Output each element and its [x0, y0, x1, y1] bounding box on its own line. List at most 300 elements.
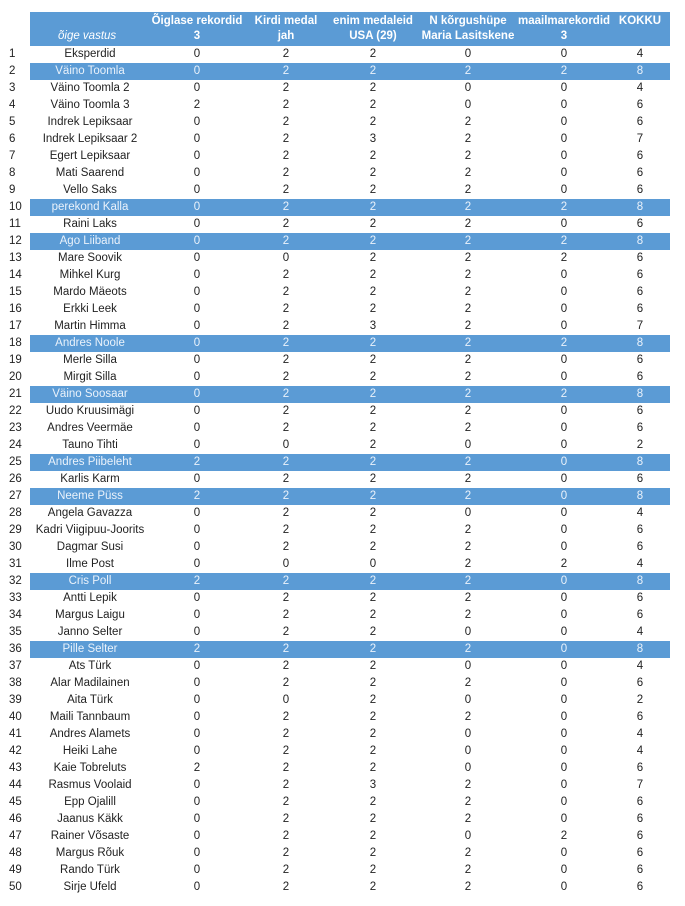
score-cell: 2 [369, 235, 377, 247]
score-cell: 2 [282, 405, 290, 417]
score-cell: 0 [193, 728, 201, 740]
score-cell: 0 [193, 116, 201, 128]
row-number: 37 [9, 660, 22, 672]
table-row [0, 182, 685, 199]
table-row [0, 420, 685, 437]
score-cell: 0 [560, 48, 568, 60]
header-answer: 3 [560, 30, 568, 42]
row-number: 8 [9, 167, 16, 179]
score-cell: 2 [282, 524, 290, 536]
total-cell: 6 [636, 813, 644, 825]
header-title: Õiglase rekordid [151, 15, 243, 27]
header-title: KOKKU [618, 15, 662, 27]
score-cell: 2 [282, 116, 290, 128]
score-cell: 2 [282, 337, 290, 349]
score-cell: 0 [193, 201, 201, 213]
score-cell: 0 [464, 830, 472, 842]
row-number: 28 [9, 507, 22, 519]
score-cell: 0 [193, 779, 201, 791]
participant-name: Erkki Leek [63, 303, 117, 315]
score-cell: 2 [282, 184, 290, 196]
score-cell: 2 [369, 609, 377, 621]
score-cell: 0 [560, 286, 568, 298]
total-cell: 7 [636, 133, 644, 145]
total-cell: 7 [636, 779, 644, 791]
score-cell: 2 [282, 99, 290, 111]
table-row [0, 403, 685, 420]
score-cell: 0 [560, 575, 568, 587]
score-cell: 2 [369, 82, 377, 94]
row-number: 34 [9, 609, 22, 621]
row-number: 14 [9, 269, 22, 281]
score-cell: 2 [464, 167, 472, 179]
participant-name: Andres Alamets [49, 728, 131, 740]
score-cell: 0 [369, 558, 377, 570]
participant-name: Mihkel Kurg [59, 269, 121, 281]
score-cell: 0 [560, 745, 568, 757]
total-cell: 8 [636, 235, 644, 247]
total-cell: 6 [636, 150, 644, 162]
score-cell: 2 [369, 65, 377, 77]
score-cell: 2 [464, 558, 472, 570]
score-cell: 2 [464, 388, 472, 400]
score-cell: 2 [369, 728, 377, 740]
score-cell: 2 [464, 575, 472, 587]
score-cell: 2 [464, 405, 472, 417]
table-row [0, 301, 685, 318]
header-answer: USA (29) [349, 30, 397, 42]
score-cell: 2 [369, 524, 377, 536]
score-cell: 2 [282, 592, 290, 604]
participant-name: perekond Kalla [51, 201, 129, 213]
score-cell: 2 [369, 456, 377, 468]
table-row [0, 692, 685, 709]
score-cell: 0 [193, 711, 201, 723]
score-cell: 2 [282, 422, 290, 434]
score-cell: 2 [464, 303, 472, 315]
score-cell: 0 [560, 643, 568, 655]
participant-name: Mardo Mäeots [53, 286, 127, 298]
table-row [0, 352, 685, 369]
score-cell: 0 [193, 422, 201, 434]
score-cell: 2 [282, 150, 290, 162]
participant-name: Angela Gavazza [47, 507, 133, 519]
score-cell: 2 [282, 762, 290, 774]
score-cell: 2 [282, 456, 290, 468]
score-cell: 2 [560, 252, 568, 264]
row-number: 4 [9, 99, 16, 111]
score-cell: 2 [282, 269, 290, 281]
total-cell: 4 [636, 507, 644, 519]
score-cell: 2 [369, 473, 377, 485]
score-cell: 2 [464, 371, 472, 383]
score-cell: 0 [560, 711, 568, 723]
row-number: 48 [9, 847, 22, 859]
score-cell: 2 [282, 541, 290, 553]
row-number: 10 [9, 201, 22, 213]
score-cell: 2 [282, 218, 290, 230]
table-row [0, 777, 685, 794]
total-cell: 6 [636, 371, 644, 383]
participant-name: Raini Laks [63, 218, 117, 230]
table-row [0, 539, 685, 556]
total-cell: 4 [636, 728, 644, 740]
score-cell: 0 [560, 813, 568, 825]
score-cell: 0 [560, 167, 568, 179]
participant-name: Alar Madilainen [50, 677, 130, 689]
score-cell: 0 [560, 762, 568, 774]
participant-name: Eksperdid [64, 48, 116, 60]
table-row [0, 879, 685, 896]
table-row [0, 641, 685, 658]
participant-name: Mare Soovik [58, 252, 122, 264]
score-cell: 2 [560, 388, 568, 400]
score-cell: 0 [560, 116, 568, 128]
score-cell: 0 [560, 847, 568, 859]
participant-name: Karlis Karm [60, 473, 120, 485]
score-cell: 0 [560, 184, 568, 196]
total-cell: 4 [636, 626, 644, 638]
score-cell: 0 [193, 473, 201, 485]
score-cell: 0 [193, 796, 201, 808]
table-row [0, 726, 685, 743]
score-cell: 2 [369, 711, 377, 723]
table-row [0, 760, 685, 777]
header-cell [150, 14, 244, 44]
table-row [0, 165, 685, 182]
score-cell: 2 [464, 813, 472, 825]
score-cell: 2 [193, 762, 201, 774]
row-number: 31 [9, 558, 22, 570]
table-row [0, 845, 685, 862]
score-cell: 2 [369, 167, 377, 179]
participant-name: Ago Liiband [59, 235, 121, 247]
score-cell: 2 [560, 830, 568, 842]
table-row [0, 794, 685, 811]
total-cell: 8 [636, 456, 644, 468]
participant-name: Uudo Kruusimägi [45, 405, 135, 417]
score-cell: 0 [193, 439, 201, 451]
total-cell: 6 [636, 422, 644, 434]
score-cell: 2 [369, 439, 377, 451]
score-cell: 2 [464, 337, 472, 349]
total-cell: 6 [636, 184, 644, 196]
total-cell: 6 [636, 405, 644, 417]
table-row [0, 454, 685, 471]
score-cell: 0 [193, 558, 201, 570]
table-row [0, 590, 685, 607]
score-cell: 2 [282, 626, 290, 638]
score-cell: 2 [369, 881, 377, 893]
table-row [0, 811, 685, 828]
row-number: 35 [9, 626, 22, 638]
score-cell: 2 [282, 728, 290, 740]
total-cell: 6 [636, 762, 644, 774]
table-row [0, 284, 685, 301]
score-cell: 2 [282, 677, 290, 689]
score-cell: 2 [369, 405, 377, 417]
participant-name: Merle Silla [63, 354, 117, 366]
row-number: 26 [9, 473, 22, 485]
total-cell: 8 [636, 337, 644, 349]
score-cell: 2 [464, 592, 472, 604]
score-cell: 2 [369, 388, 377, 400]
row-number: 9 [9, 184, 16, 196]
table-row [0, 335, 685, 352]
score-cell: 2 [193, 99, 201, 111]
score-cell: 2 [464, 354, 472, 366]
row-number: 12 [9, 235, 22, 247]
score-cell: 2 [369, 150, 377, 162]
score-cell: 0 [560, 218, 568, 230]
score-cell: 2 [282, 320, 290, 332]
participant-name: Jaanus Käkk [57, 813, 123, 825]
score-cell: 2 [369, 303, 377, 315]
table-row [0, 386, 685, 403]
score-cell: 2 [369, 796, 377, 808]
participant-name: Rasmus Voolaid [48, 779, 132, 791]
score-cell: 2 [282, 881, 290, 893]
table-row [0, 607, 685, 624]
row-number: 33 [9, 592, 22, 604]
score-cell: 2 [369, 490, 377, 502]
score-cell: 2 [464, 184, 472, 196]
score-cell: 2 [369, 184, 377, 196]
score-cell: 2 [369, 694, 377, 706]
score-cell: 2 [282, 133, 290, 145]
table-row [0, 233, 685, 250]
row-number: 7 [9, 150, 16, 162]
table-row [0, 488, 685, 505]
row-number: 5 [9, 116, 16, 128]
score-cell: 2 [464, 456, 472, 468]
row-number: 46 [9, 813, 22, 825]
score-cell: 0 [193, 184, 201, 196]
row-number: 44 [9, 779, 22, 791]
row-number: 6 [9, 133, 16, 145]
score-cell: 2 [464, 65, 472, 77]
total-cell: 6 [636, 303, 644, 315]
total-cell: 6 [636, 830, 644, 842]
score-cell: 2 [282, 48, 290, 60]
total-cell: 6 [636, 847, 644, 859]
score-cell: 2 [464, 677, 472, 689]
score-cell: 2 [464, 235, 472, 247]
table-row [0, 862, 685, 879]
table-header [0, 12, 685, 46]
score-cell: 2 [282, 167, 290, 179]
score-cell: 2 [464, 218, 472, 230]
score-cell: 2 [369, 813, 377, 825]
table-row [0, 743, 685, 760]
row-number: 11 [9, 218, 21, 230]
row-number: 40 [9, 711, 22, 723]
score-cell: 0 [464, 99, 472, 111]
score-cell: 2 [464, 490, 472, 502]
results-table [0, 12, 685, 896]
total-cell: 6 [636, 864, 644, 876]
score-cell: 0 [560, 456, 568, 468]
participant-name: Maili Tannbaum [49, 711, 131, 723]
score-cell: 2 [560, 337, 568, 349]
row-number: 27 [9, 490, 22, 502]
score-cell: 0 [193, 541, 201, 553]
score-cell: 2 [282, 660, 290, 672]
score-cell: 3 [369, 320, 377, 332]
score-cell: 0 [560, 320, 568, 332]
total-cell: 6 [636, 711, 644, 723]
score-cell: 0 [282, 694, 290, 706]
header-answer: jah [277, 30, 295, 42]
table-row [0, 369, 685, 386]
total-cell: 6 [636, 99, 644, 111]
score-cell: 2 [282, 847, 290, 859]
score-cell: 2 [560, 201, 568, 213]
score-cell: 0 [193, 830, 201, 842]
score-cell: 0 [193, 354, 201, 366]
participant-name: Ilme Post [66, 558, 114, 570]
score-cell: 0 [560, 626, 568, 638]
score-cell: 0 [193, 320, 201, 332]
row-number: 19 [9, 354, 22, 366]
total-cell: 4 [636, 660, 644, 672]
row-number: 30 [9, 541, 22, 553]
participant-name: Rando Türk [60, 864, 120, 876]
total-cell: 6 [636, 167, 644, 179]
score-cell: 0 [560, 405, 568, 417]
score-cell: 0 [193, 524, 201, 536]
score-cell: 0 [193, 609, 201, 621]
score-cell: 2 [282, 473, 290, 485]
score-cell: 0 [560, 541, 568, 553]
row-number: 41 [9, 728, 22, 740]
score-cell: 2 [282, 82, 290, 94]
row-number: 29 [9, 524, 22, 536]
score-cell: 0 [193, 694, 201, 706]
score-cell: 0 [193, 371, 201, 383]
row-number: 25 [9, 456, 22, 468]
total-cell: 6 [636, 524, 644, 536]
participant-name: Heiki Lahe [62, 745, 118, 757]
participant-name: Andres Noole [55, 337, 125, 349]
participant-name: Mirgit Silla [63, 371, 117, 383]
participant-name: Cris Poll [68, 575, 112, 587]
row-number: 43 [9, 762, 22, 774]
header-cell [244, 14, 328, 44]
score-cell: 2 [282, 575, 290, 587]
row-number: 1 [9, 48, 16, 60]
score-cell: 2 [369, 99, 377, 111]
table-row [0, 250, 685, 267]
row-number: 42 [9, 745, 22, 757]
total-cell: 7 [636, 320, 644, 332]
score-cell: 0 [560, 99, 568, 111]
table-row [0, 131, 685, 148]
score-cell: 0 [560, 150, 568, 162]
table-row [0, 148, 685, 165]
total-cell: 8 [636, 388, 644, 400]
participant-name: Egert Lepiksaar [49, 150, 131, 162]
score-cell: 2 [560, 65, 568, 77]
score-cell: 2 [193, 456, 201, 468]
score-cell: 0 [193, 507, 201, 519]
score-cell: 0 [193, 48, 201, 60]
score-cell: 0 [193, 133, 201, 145]
header-answer: 3 [193, 30, 201, 42]
participant-name: Andres Veermäe [47, 422, 133, 434]
table-row [0, 46, 685, 63]
participant-name: Ats Türk [68, 660, 112, 672]
score-cell: 2 [464, 864, 472, 876]
score-cell: 0 [193, 337, 201, 349]
score-cell: 2 [369, 286, 377, 298]
score-cell: 0 [193, 167, 201, 179]
score-cell: 2 [369, 677, 377, 689]
table-row [0, 522, 685, 539]
score-cell: 0 [464, 728, 472, 740]
participant-name: Antti Lepik [63, 592, 117, 604]
score-cell: 0 [560, 524, 568, 536]
header-cell [328, 14, 418, 44]
score-cell: 2 [282, 286, 290, 298]
score-cell: 2 [282, 201, 290, 213]
score-cell: 2 [560, 235, 568, 247]
total-cell: 2 [636, 439, 644, 451]
participant-name: Rainer Võsaste [50, 830, 130, 842]
total-cell: 4 [636, 745, 644, 757]
table-row [0, 573, 685, 590]
table-row [0, 658, 685, 675]
participant-name: Margus Laigu [55, 609, 125, 621]
score-cell: 0 [193, 592, 201, 604]
table-row [0, 624, 685, 641]
participant-name: Andres Piibeleht [48, 456, 132, 468]
score-cell: 2 [369, 830, 377, 842]
score-cell: 0 [464, 694, 472, 706]
score-cell: 0 [464, 762, 472, 774]
score-cell: 2 [282, 388, 290, 400]
score-cell: 2 [369, 864, 377, 876]
score-cell: 0 [464, 82, 472, 94]
score-cell: 2 [369, 745, 377, 757]
row-number: 21 [9, 388, 22, 400]
score-cell: 0 [560, 694, 568, 706]
total-cell: 8 [636, 490, 644, 502]
score-cell: 2 [282, 235, 290, 247]
score-cell: 0 [282, 558, 290, 570]
score-cell: 0 [560, 371, 568, 383]
total-cell: 6 [636, 473, 644, 485]
participant-name: Martin Himma [54, 320, 126, 332]
row-number: 3 [9, 82, 16, 94]
participant-name: Epp Ojalill [64, 796, 116, 808]
score-cell: 0 [282, 439, 290, 451]
row-number: 38 [9, 677, 22, 689]
row-number: 36 [9, 643, 22, 655]
score-cell: 2 [464, 269, 472, 281]
score-cell: 0 [560, 728, 568, 740]
table-row [0, 505, 685, 522]
score-cell: 0 [193, 847, 201, 859]
total-cell: 6 [636, 592, 644, 604]
header-title: enim medaleid [333, 15, 413, 27]
score-cell: 0 [560, 881, 568, 893]
score-cell: 2 [369, 269, 377, 281]
table-row [0, 709, 685, 726]
score-cell: 0 [464, 507, 472, 519]
score-cell: 0 [193, 65, 201, 77]
score-cell: 2 [464, 796, 472, 808]
